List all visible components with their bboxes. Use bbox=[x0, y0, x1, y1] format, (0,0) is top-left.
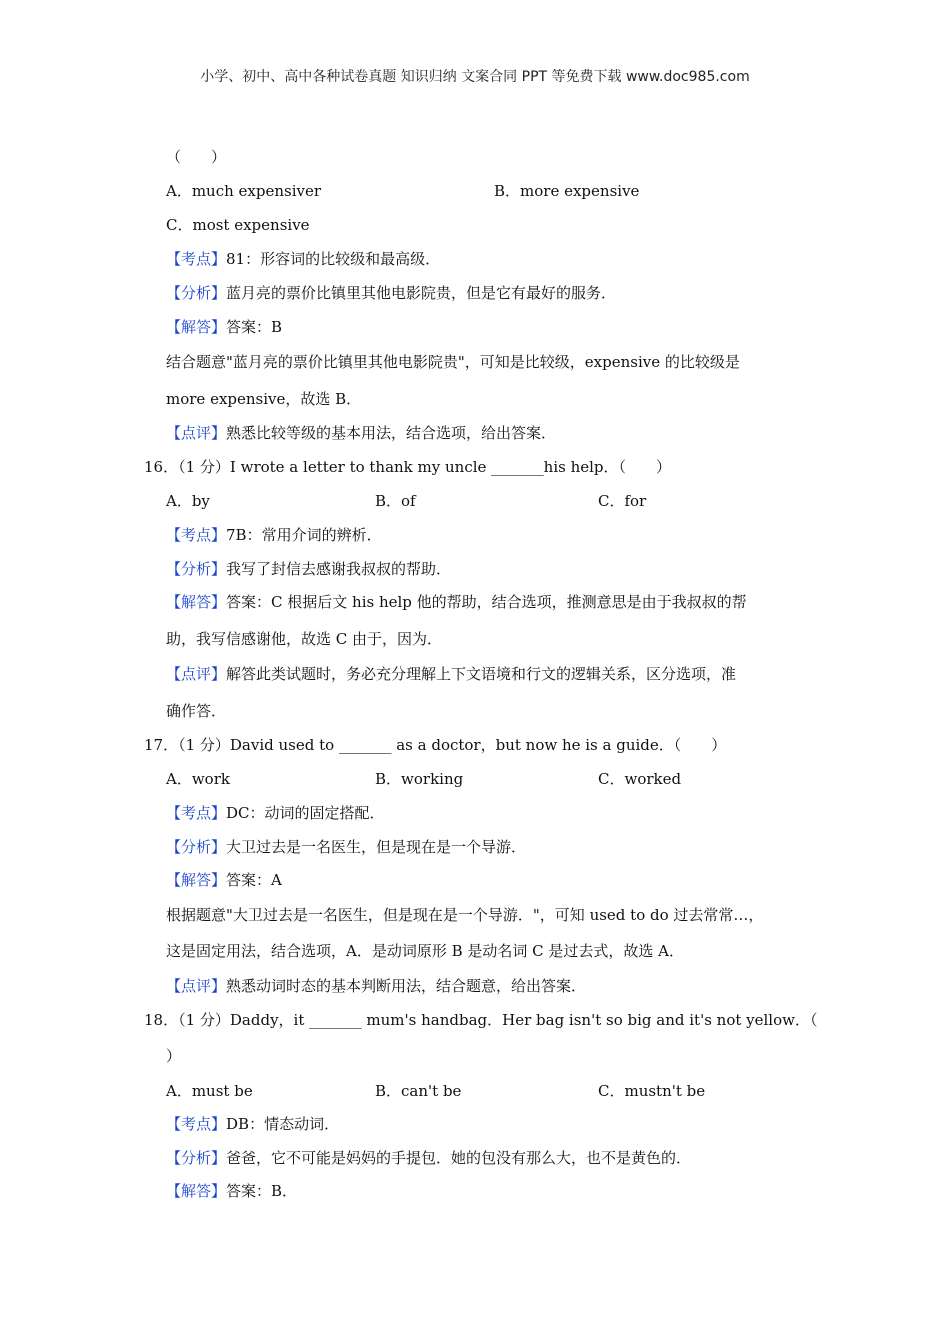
jieda-tag: 【解答】 bbox=[166, 871, 227, 889]
kaodian-text: DB：情态动词． bbox=[226, 1115, 340, 1133]
q15-option-a: A．much expensiver bbox=[166, 182, 322, 200]
dianping-text: 熟悉动词时态的基本判断用法，结合题意，给出答案． bbox=[226, 977, 587, 995]
q18-kaodian bbox=[166, 1113, 339, 1135]
fenxi-text: 爸爸，它不可能是妈妈的手提包．她的包没有那么大，也不是黄色的． bbox=[226, 1149, 692, 1167]
q16-number: 16． bbox=[144, 458, 179, 476]
dianping-tag: 【点评】 bbox=[166, 977, 227, 995]
dianping-text: 解答此类试题时，务必充分理解上下文语境和行文的逻辑关系，区分选项，准 bbox=[226, 665, 737, 683]
q16-option-a: A．by bbox=[166, 492, 210, 510]
q15-option-b: B．more expensive bbox=[494, 182, 640, 200]
q18-option-b: B．can't be bbox=[375, 1082, 462, 1100]
q16-kaodian bbox=[166, 524, 382, 546]
q16-dianping bbox=[166, 663, 736, 685]
kaodian-text: 81：形容词的比较级和最高级． bbox=[226, 250, 441, 268]
q17-dianping bbox=[166, 975, 586, 997]
q18-option-a: A．must be bbox=[166, 1082, 253, 1100]
fenxi-text: 大卫过去是一名医生，但是现在是一个导游． bbox=[226, 838, 527, 856]
jieda-text: 答案：C 根据后文 his help 他的帮助，结合选项，推测意思是由于我叔叔的帮 bbox=[226, 593, 747, 611]
kaodian-tag: 【考点】 bbox=[166, 250, 227, 268]
q16-dianping-2: 确作答． bbox=[166, 702, 227, 720]
q16-jieda-2: 助，我写信感谢他，故选 C 由于，因为． bbox=[166, 630, 443, 648]
q16-option-b: B．of bbox=[375, 492, 416, 510]
q18-fenxi bbox=[166, 1147, 691, 1169]
fenxi-tag: 【分析】 bbox=[166, 560, 227, 578]
q15-explain-2: more expensive，故选 B． bbox=[166, 390, 362, 408]
q16-jieda bbox=[166, 591, 747, 613]
fenxi-tag: 【分析】 bbox=[166, 1149, 227, 1167]
kaodian-tag: 【考点】 bbox=[166, 804, 227, 822]
fenxi-tag: 【分析】 bbox=[166, 284, 227, 302]
dianping-tag: 【点评】 bbox=[166, 424, 227, 442]
dianping-tag: 【点评】 bbox=[166, 665, 227, 683]
q15-paren: （ ） bbox=[166, 148, 227, 166]
q17-option-c: C．worked bbox=[598, 770, 682, 788]
q17-number: 17． bbox=[144, 736, 179, 754]
q18-stem-2: ） bbox=[166, 1047, 182, 1065]
q16-stem bbox=[144, 456, 671, 478]
q17-stem bbox=[144, 734, 726, 756]
fenxi-text: 蓝月亮的票价比镇里其他电影院贵，但是它有最好的服务． bbox=[226, 284, 617, 302]
q16-option-c: C．for bbox=[598, 492, 647, 510]
q15-fenxi bbox=[166, 282, 616, 304]
q17-option-b: B．working bbox=[375, 770, 464, 788]
q16-text: （1 分）I wrote a letter to thank my uncle _______his help．（ ） bbox=[178, 458, 672, 476]
jieda-text: 答案：B． bbox=[226, 1182, 298, 1200]
fenxi-text: 我写了封信去感谢我叔叔的帮助． bbox=[226, 560, 452, 578]
q18-number: 18． bbox=[144, 1011, 179, 1029]
q17-explain-1: 根据题意"大卫过去是一名医生，但是现在是一个导游．"，可知 used to do 过去常常…， bbox=[166, 906, 764, 924]
kaodian-tag: 【考点】 bbox=[166, 526, 227, 544]
q15-explain-1: 结合题意"蓝月亮的票价比镇里其他电影院贵"，可知是比较级，expensive 的比较级是 bbox=[166, 353, 740, 371]
jieda-tag: 【解答】 bbox=[166, 1182, 227, 1200]
q18-option-c: C．mustn't be bbox=[598, 1082, 706, 1100]
q18-text: （1 分）Daddy，it _______ mum's handbag．Her bag isn't so big and it's not yellow．（ bbox=[178, 1011, 818, 1029]
page-header: 小学、初中、高中各种试卷真题 知识归纳 文案合同 PPT 等免费下载 www.doc985.com bbox=[200, 69, 750, 85]
kaodian-text: 7B：常用介词的辨析． bbox=[226, 526, 382, 544]
q16-fenxi bbox=[166, 558, 451, 580]
q18-jieda bbox=[166, 1180, 297, 1202]
q17-kaodian bbox=[166, 802, 385, 824]
fenxi-tag: 【分析】 bbox=[166, 838, 227, 856]
q17-option-a: A．work bbox=[166, 770, 230, 788]
q17-text: （1 分）David used to _______ as a doctor，but now he is a guide．（ ） bbox=[178, 736, 727, 754]
kaodian-text: DC：动词的固定搭配． bbox=[226, 804, 385, 822]
q15-dianping bbox=[166, 422, 556, 444]
q15-jieda bbox=[166, 316, 282, 338]
dianping-text: 熟悉比较等级的基本用法，结合选项，给出答案． bbox=[226, 424, 557, 442]
kaodian-tag: 【考点】 bbox=[166, 1115, 227, 1133]
q17-explain-2: 这是固定用法，结合选项，A．是动词原形 B 是动名词 C 是过去式，故选 A． bbox=[166, 942, 685, 960]
jieda-text: 答案：A bbox=[226, 871, 282, 889]
q15-option-c: C．most expensive bbox=[166, 216, 310, 234]
jieda-tag: 【解答】 bbox=[166, 593, 227, 611]
q17-jieda bbox=[166, 869, 282, 891]
jieda-tag: 【解答】 bbox=[166, 318, 227, 336]
q15-kaodian bbox=[166, 248, 440, 270]
jieda-text: 答案：B bbox=[226, 318, 283, 336]
q17-fenxi bbox=[166, 836, 526, 858]
q18-stem bbox=[144, 1009, 817, 1031]
